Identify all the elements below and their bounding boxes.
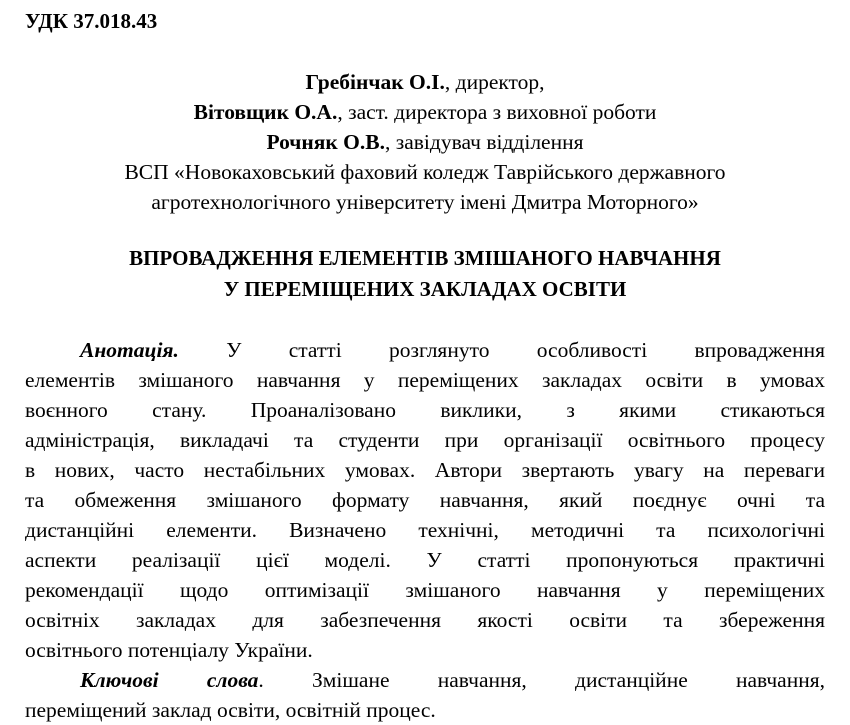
author-line	[0, 97, 850, 127]
abstract-line: дистанційні елементи. Визначено технічні, методичні та психологічні	[25, 518, 825, 542]
abstract-line: в нових, часто нестабільних умовах. Автори звертають увагу на переваги	[25, 458, 825, 482]
keywords-text: . Змішане навчання, дистанційне навчання,	[258, 668, 825, 692]
keywords-label: Ключові слова	[80, 668, 259, 692]
affiliation-line: агротехнологічного університету імені Дмитра Моторного»	[151, 190, 699, 214]
author-line	[0, 127, 850, 157]
author-line	[0, 67, 850, 97]
udk-code: УДК 37.018.43	[25, 9, 158, 33]
title-line: У ПЕРЕМІЩЕНИХ ЗАКЛАДАХ ОСВІТИ	[223, 277, 627, 301]
title-line: ВПРОВАДЖЕННЯ ЕЛЕМЕНТІВ ЗМІШАНОГО НАВЧАННЯ	[129, 246, 721, 270]
affiliation-line: ВСП «Новокаховський фаховий коледж Таврійського державного	[124, 160, 726, 184]
abstract-line: елементів змішаного навчання у переміщених закладах освіти в умовах	[25, 368, 825, 392]
abstract-text: У статті розглянуто особливості впровадження	[178, 338, 825, 362]
author-role: , завідувач відділення	[385, 130, 584, 154]
abstract-section	[25, 335, 825, 725]
keywords-line	[25, 665, 825, 695]
author-name: Рочняк О.В.	[266, 130, 385, 154]
abstract-line: адміністрація, викладачі та студенти при організації освітнього процесу	[25, 428, 825, 452]
keywords-line: переміщений заклад освіти, освітній процес.	[25, 698, 436, 722]
abstract-line: рекомендації щодо оптимізації змішаного навчання у переміщених	[25, 578, 825, 602]
author-role: , директор,	[444, 70, 545, 94]
abstract-line: та обмеження змішаного формату навчання, який поєднує очні та	[25, 488, 825, 512]
abstract-line: воєнного стану. Проаналізовано виклики, з якими стикаються	[25, 398, 825, 422]
paper-title	[0, 243, 850, 305]
author-name: Вітовщик О.А.	[193, 100, 338, 124]
authors-block	[0, 67, 850, 217]
author-name: Гребінчак О.І.	[305, 70, 445, 94]
abstract-line	[25, 335, 825, 365]
abstract-label: Анотація.	[80, 338, 179, 362]
author-role: , заст. директора з виховної роботи	[337, 100, 657, 124]
abstract-line: освітнього потенціалу України.	[25, 638, 313, 662]
abstract-line: освітніх закладах для забезпечення якості освіти та збереження	[25, 608, 825, 632]
abstract-line: аспекти реалізації цієї моделі. У статті пропонуються практичні	[25, 548, 825, 572]
